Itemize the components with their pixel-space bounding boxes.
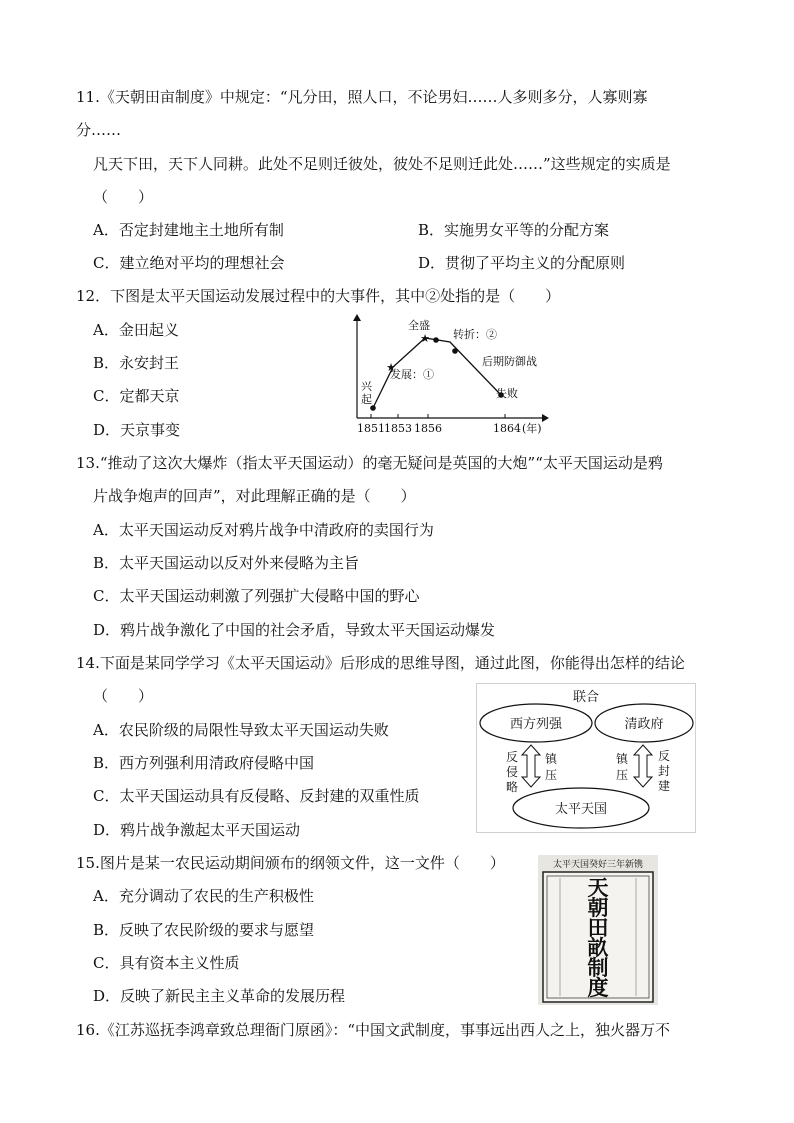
anti-aggression-3: 略 [505, 780, 519, 794]
q14-option-d: D．鸦片战争激起太平天国运动 [93, 821, 301, 839]
q15-stem: 15.图片是某一农民运动期间颁布的纲领文件，这一文件（ ） [76, 854, 505, 872]
label-late-defense: 后期防御战 [482, 355, 537, 368]
q13-option-b: B．太平天国运动以反对外来侵略为主旨 [93, 554, 360, 572]
q11-option-c: C．建立绝对平均的理想社会 [93, 254, 285, 272]
q14-mind-map [476, 683, 696, 833]
q11-line1: 11.《天朝田亩制度》中规定：“凡分田，照人口，不论男妇……人多则多分，人寡则寡 [76, 88, 648, 106]
document-title-char-2: 朝 [587, 895, 609, 920]
q15-option-d: D．反映了新民主主义革命的发展历程 [93, 987, 346, 1005]
q16-line1: 16.《江苏巡抚李鸿章致总理衙门原函》：“中国文武制度，事事远出西人之上，独火器万不 [76, 1021, 671, 1039]
q12-timeline-figure [350, 314, 550, 438]
anti-feudal-3: 建 [657, 779, 671, 793]
q12-stem: 12．下图是太平天国运动发展过程中的大事件，其中②处指的是（ ） [76, 287, 561, 305]
tick-label-1851: 1851 [357, 422, 385, 435]
q12-option-a: A．金田起义 [93, 321, 179, 339]
suppress-left-2: 压 [544, 768, 558, 782]
anti-aggression-2: 侵 [505, 765, 519, 779]
q12-option-d: D．天京事变 [93, 421, 181, 439]
q15-option-a: A．充分调动了农民的生产积极性 [93, 887, 314, 905]
q12-option-b: B．永安封王 [93, 354, 180, 372]
axis-unit: (年) [522, 422, 542, 435]
suppress-right-2: 压 [615, 768, 629, 782]
document-header: 太平天国癸好三年新镌 [552, 860, 644, 870]
anti-aggression-1: 反 [505, 750, 519, 764]
q15-option-b: B．反映了农民阶级的要求与愿望 [93, 921, 315, 939]
label-union: 联合 [572, 690, 600, 705]
node-western-powers-label: 西方列强 [509, 717, 563, 732]
label-peak: 全盛 [408, 319, 430, 332]
q13-option-c: C．太平天国运动刺激了列强扩大侵略中国的野心 [93, 587, 420, 605]
q14-option-a: A．农民阶级的局限性导致太平天国运动失败 [93, 721, 389, 739]
node-qing-government-label: 清政府 [624, 717, 664, 732]
y-axis-arrow [353, 314, 361, 321]
label-fail: 失败 [496, 387, 518, 400]
q14-answer-paren: （ ） [93, 687, 154, 705]
suppress-left-1: 镇 [544, 752, 558, 766]
q11-answer-paren: （ ） [93, 188, 154, 206]
q11-line2: 分…… [76, 121, 122, 139]
tick-label-1856: 1856 [414, 422, 442, 435]
node-taiping-label: 太平天国 [554, 802, 608, 817]
q15-option-c: C．具有资本主义性质 [93, 954, 240, 972]
star-develop: ★ [386, 361, 396, 374]
q14-option-c: C．太平天国运动具有反侵略、反封建的双重性质 [93, 787, 420, 805]
document-title-char-4: 畝 [587, 935, 609, 960]
point-rise [370, 405, 376, 411]
point-late-defense [452, 348, 458, 354]
tick-label-1853: 1853 [384, 422, 412, 435]
document-title-char-3: 田 [587, 915, 609, 940]
q13-option-a: A．太平天国运动反对鸦片战争中清政府的卖国行为 [93, 521, 434, 539]
q11-option-b: B．实施男女平等的分配方案 [418, 221, 610, 239]
x-axis-arrow [542, 414, 549, 422]
q13-line1: 13.“推动了这次大爆炸（指太平天国运动）的毫无疑问是英国的大炮”“太平天国运动是鸦 [76, 454, 663, 472]
document-title-char-1: 天 [587, 875, 609, 900]
label-develop: 发展：① [390, 368, 434, 381]
star-peak: ★ [420, 332, 430, 345]
tick-label-1864: 1864 [493, 422, 521, 435]
label-rise-1: 兴 [361, 380, 372, 393]
document-title-char-5: 制 [587, 955, 609, 980]
q11-line3: 凡天下田，天下人同耕。此处不足则迁彼处，彼处不足则迁此处……”这些规定的实质是 [93, 155, 671, 173]
q11-option-d: D．贯彻了平均主义的分配原则 [418, 254, 626, 272]
suppress-right-1: 镇 [615, 752, 629, 766]
label-turn: 转折：② [453, 328, 497, 341]
q13-option-d: D．鸦片战争激化了中国的社会矛盾，导致太平天国运动爆发 [93, 621, 496, 639]
document-title-char-6: 度 [587, 975, 609, 1000]
point-turn [433, 337, 439, 343]
q11-option-a: A．否定封建地主土地所有制 [93, 221, 284, 239]
anti-feudal-2: 封 [657, 764, 671, 778]
anti-feudal-1: 反 [657, 749, 671, 763]
label-rise-2: 起 [361, 393, 372, 406]
q14-line1: 14.下面是某同学学习《太平天国运动》后形成的思维导图，通过此图，你能得出怎样的结论 [76, 654, 685, 672]
q15-document-image [538, 855, 658, 1005]
q14-option-b: B．西方列强利用清政府侵略中国 [93, 754, 315, 772]
q13-line2: 片战争炮声的回声”，对此理解正确的是（ ） [93, 487, 416, 505]
q12-option-c: C．定都天京 [93, 387, 180, 405]
